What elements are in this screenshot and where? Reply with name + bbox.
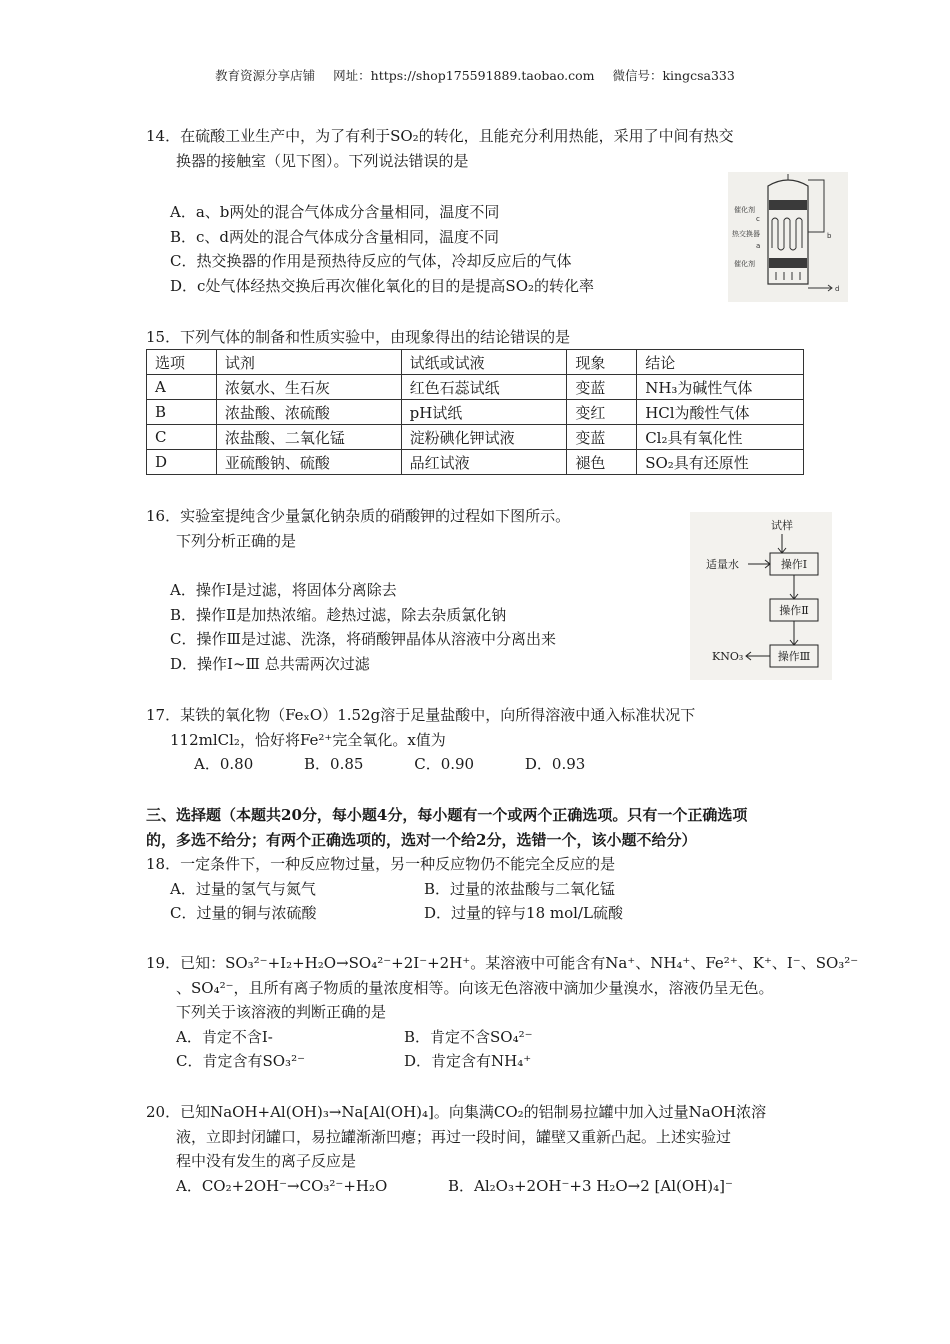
table-cell: D — [147, 450, 217, 475]
table-cell: 褪色 — [567, 450, 637, 475]
table-row — [147, 400, 804, 425]
q14-options — [146, 200, 594, 298]
fig14-label-c: c — [756, 215, 760, 223]
q16-stem-line1: 16．实验室提纯含少量氯化钠杂质的硝酸钾的过程如下图所示。 — [146, 507, 571, 525]
q14-stem-line1: 14．在硫酸工业生产中，为了有利于SO₂的转化，且能充分利用热能，采用了中间有热交 — [146, 127, 734, 145]
purification-flowchart — [690, 512, 832, 680]
fig14-label-catalyst1: 催化剂 — [734, 206, 755, 214]
q14-option-c: C．热交换器的作用是预热待反应的气体，冷却反应后的气体 — [170, 252, 572, 270]
q17-option-a: A．0.80 — [194, 755, 254, 773]
header-cell: 选项 — [147, 350, 217, 375]
table-cell: 浓氨水、生石灰 — [216, 375, 401, 400]
section-3-title-line2: 的，多选不给分；有两个正确选项的，选对一个给2分，选错一个，该小题不给分） — [146, 830, 697, 849]
question-14 — [146, 124, 734, 173]
table-cell: pH试纸 — [401, 400, 567, 425]
upper-catalyst-bed — [769, 200, 807, 210]
flow-sample-label: 试样 — [771, 519, 793, 532]
table-cell: C — [147, 425, 217, 450]
fig14-label-exchanger: 热交换器 — [732, 230, 760, 238]
wechat-id: 微信号：kingcsa333 — [612, 68, 735, 83]
question-18 — [146, 852, 623, 926]
table-cell: SO₂具有还原性 — [637, 450, 804, 475]
q14-option-a: A．a、b两处的混合气体成分含量相同，温度不同 — [170, 203, 500, 221]
table-cell: B — [147, 400, 217, 425]
q18-options-row1 — [146, 877, 623, 902]
header-cell: 试纸或试液 — [401, 350, 567, 375]
q16-option-c: C．操作Ⅲ是过滤、洗涤，将硝酸钾晶体从溶液中分离出来 — [170, 630, 556, 648]
header-cell: 结论 — [637, 350, 804, 375]
table-cell: 变蓝 — [567, 375, 637, 400]
table-cell: Cl₂具有氧化性 — [637, 425, 804, 450]
q17-option-b: B．0.85 — [304, 755, 364, 773]
flow-op1-label: 操作Ⅰ — [780, 558, 808, 571]
q20-option-b: B．Al₂O₃+2OH⁻+3 H₂O→2 [Al(OH)₄]⁻ — [448, 1176, 733, 1195]
q16-option-b: B．操作Ⅱ是加热浓缩。趁热过滤，除去杂质氯化钠 — [170, 605, 507, 624]
q15-stem: 15．下列气体的制备和性质实验中，由现象得出的结论错误的是 — [146, 328, 571, 346]
table-cell: 品红试液 — [401, 450, 567, 475]
table-row — [147, 450, 804, 475]
fig14-label-catalyst2: 催化剂 — [734, 260, 755, 268]
table-cell: 浓盐酸、浓硫酸 — [216, 400, 401, 425]
question-20 — [146, 1100, 766, 1198]
section-3-title-line1: 三、选择题（本题共20分，每小题4分，每小题有一个或两个正确选项。只有一个正确选项 — [146, 806, 748, 824]
q18-stem: 18．一定条件下，一种反应物过量，另一种反应物仍不能完全反应的是 — [146, 855, 616, 873]
q19-stem-line3: 下列关于该溶液的判断正确的是 — [176, 1003, 387, 1021]
question-17 — [146, 703, 695, 777]
table-row — [147, 425, 804, 450]
question-19 — [146, 951, 858, 1074]
table-cell: 亚硫酸钠、硫酸 — [216, 450, 401, 475]
header-cell: 现象 — [567, 350, 637, 375]
q14-stem-line2: 换器的接触室（见下图）。下列说法错误的是 — [176, 151, 469, 170]
q17-options — [146, 752, 695, 777]
fig14-label-d: d — [835, 285, 840, 293]
q14-option-b: B．c、d两处的混合气体成分含量相同，温度不同 — [170, 227, 500, 246]
flow-op2-label: 操作Ⅱ — [779, 604, 809, 617]
q16-option-d: D．操作Ⅰ~Ⅲ 总共需两次过滤 — [170, 654, 370, 673]
lower-catalyst-bed — [769, 258, 807, 268]
q16-option-a: A．操作Ⅰ是过滤，将固体分离除去 — [170, 581, 397, 599]
table-cell: 变蓝 — [567, 425, 637, 450]
q16-options — [146, 578, 556, 676]
q19-stem-line2: 、SO₄²⁻，且所有离子物质的量浓度相等。向该无色溶液中滴加少量溴水，溶液仍呈无色。 — [176, 978, 774, 997]
q17-stem-line1: 17．某铁的氧化物（FeₓO）1.52g溶于足量盐酸中，向所得溶液中通入标准状况下 — [146, 706, 696, 724]
q20-option-a: A．CO₂+2OH⁻→CO₃²⁻+H₂O — [176, 1176, 388, 1195]
q16-stem-line2: 下列分析正确的是 — [176, 531, 297, 550]
table-header-row — [147, 350, 804, 375]
q17-option-d: D．0.93 — [524, 755, 586, 773]
q20-stem-line2: 液，立即封闭罐口，易拉罐渐渐凹瘪；再过一段时间，罐壁又重新凸起。上述实验过 — [176, 1127, 732, 1146]
table-cell: HCl为酸性气体 — [637, 400, 804, 425]
table-row — [147, 375, 804, 400]
q18-option-c: C．过量的铜与浓硫酸 — [170, 904, 317, 922]
question-15 — [146, 325, 570, 350]
q18-option-a: A．过量的氢气与氮气 — [170, 879, 316, 898]
q15-table — [146, 349, 804, 475]
q19-options-row1 — [146, 1025, 858, 1050]
q19-stem-line1: 19．已知：SO₃²⁻+I₂+H₂O→SO₄²⁻+2I⁻+2H⁺。某溶液中可能含有Na⁺、NH₄⁺、Fe²⁺、K⁺、I⁻、SO₃²⁻ — [146, 954, 859, 972]
table-cell: 变红 — [567, 400, 637, 425]
q19-options-row2 — [146, 1049, 858, 1074]
header-cell: 试剂 — [216, 350, 401, 375]
shop-name: 教育资源分享店铺 — [215, 68, 316, 83]
q17-option-c: C．0.90 — [414, 755, 475, 773]
q19-option-c: C．肯定含有SO₃²⁻ — [176, 1052, 305, 1070]
table-cell: 红色石蕊试纸 — [401, 375, 567, 400]
q18-option-b: B．过量的浓盐酸与二氧化锰 — [424, 879, 616, 898]
q19-option-a: A．肯定不含I- — [176, 1027, 273, 1046]
q14-option-d: D．c处气体经热交换后再次催化氧化的目的是提高SO₂的转化率 — [170, 276, 595, 295]
q19-option-d: D．肯定含有NH₄⁺ — [404, 1052, 532, 1070]
fig14-label-b: b — [827, 232, 832, 240]
q18-option-d: D．过量的锌与18 mol/L硫酸 — [424, 904, 623, 922]
q20-stem-line1: 20．已知NaOH+Al(OH)₃→Na[Al(OH)₄]。向集满CO₂的铝制易拉罐中加入过量NaOH浓溶 — [146, 1103, 767, 1121]
q20-options-row1 — [146, 1174, 766, 1199]
fig14-label-a: a — [756, 242, 761, 250]
q18-options-row2 — [146, 901, 623, 926]
table-cell: NH₃为碱性气体 — [637, 375, 804, 400]
flow-water-label: 适量水 — [706, 558, 739, 571]
page-header — [0, 66, 950, 84]
table-cell: 淀粉碘化钾试液 — [401, 425, 567, 450]
q17-stem-line2: 112mlCl₂，恰好将Fe²⁺完全氧化。x值为 — [170, 730, 446, 749]
section-3-title — [146, 803, 747, 852]
table-cell: 浓盐酸、二氧化锰 — [216, 425, 401, 450]
flow-op3-label: 操作Ⅲ — [777, 650, 811, 663]
flow-product-label: KNO₃ — [712, 650, 744, 663]
contact-chamber-diagram — [728, 172, 848, 302]
q20-stem-line3: 程中没有发生的离子反应是 — [176, 1152, 357, 1170]
question-16 — [146, 504, 570, 553]
shop-url: 网址：https://shop175591889.taobao.com — [333, 68, 595, 83]
q19-option-b: B．肯定不含SO₄²⁻ — [404, 1027, 533, 1046]
table-cell: A — [147, 375, 217, 400]
